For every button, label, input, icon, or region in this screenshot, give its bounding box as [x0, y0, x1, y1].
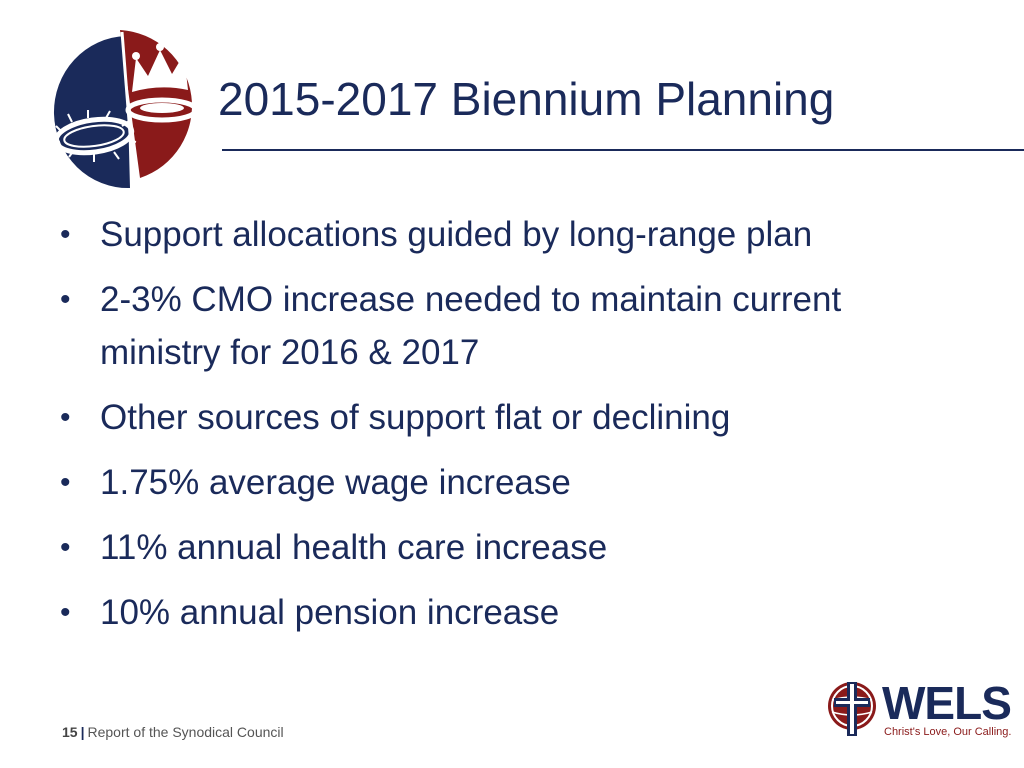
bullet-item — [56, 456, 976, 509]
wels-tagline: Christ's Love, Our Calling. — [884, 726, 1012, 738]
cross-globe-icon — [826, 680, 878, 738]
bullet-text: 1.75% average wage increase — [100, 463, 571, 502]
bullet-dot: • — [60, 531, 71, 564]
bullet-item — [56, 391, 976, 444]
bullet-dot: • — [60, 283, 71, 316]
slide-footer — [62, 724, 284, 740]
bullet-text: Support allocations guided by long-range plan — [100, 215, 813, 254]
bullet-dot: • — [60, 401, 71, 434]
bullet-list — [56, 208, 976, 651]
bullet-item — [56, 208, 976, 261]
bullet-dot: • — [60, 466, 71, 499]
bullet-text: 2-3% CMO increase needed to maintain current ministry for 2016 & 2017 — [100, 280, 842, 372]
wels-logo — [826, 677, 1012, 742]
bullet-item — [56, 586, 976, 639]
bullet-item — [56, 521, 976, 574]
title-divider — [222, 149, 1024, 151]
bullet-text: 11% annual health care increase — [100, 528, 608, 567]
wels-wordmark: WELS — [882, 677, 1011, 729]
bullet-text: 10% annual pension increase — [100, 593, 560, 632]
footer-text: Report of the Synodical Council — [87, 724, 284, 740]
bullet-item — [56, 273, 976, 379]
page-number: 15 — [62, 724, 78, 740]
slide-title: 2015-2017 Biennium Planning — [218, 73, 835, 125]
footer-separator: | — [80, 724, 85, 740]
crown-and-thorns-logo — [44, 28, 204, 192]
bullet-dot: • — [60, 218, 71, 251]
bullet-dot: • — [60, 596, 71, 629]
bullet-text: Other sources of support flat or declining — [100, 398, 731, 437]
